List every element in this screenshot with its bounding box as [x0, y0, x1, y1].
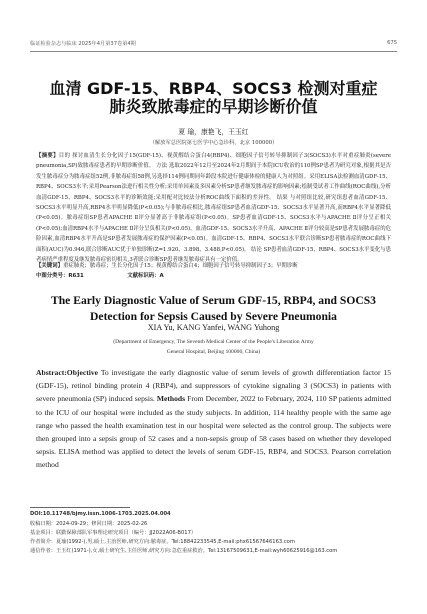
- chinese-title: [30, 80, 397, 116]
- objective-text: To investigate the early diagnostic value of serum levels of growth differentiation factor 15 (GDF-15), retinol binding protein 4 (RBP4), and suppressors of cytokine signaling 3 (SOCS3) in patients with severe pneumonia (SP) induced sepsis.: [36, 368, 392, 404]
- document-code: 文献标识码：A: [127, 273, 164, 279]
- english-abstract-label: Abstract:: [36, 368, 67, 377]
- author-info: 作者简介：夏瑜(1992-),男,硕士,主治医师,研究方向:脓毒症。Tel:18842233545,E-mail:phx61567646163.com: [30, 539, 295, 545]
- objective-label: Objective: [66, 368, 99, 377]
- chinese-abstract: [36, 151, 391, 265]
- chinese-abstract-label: 【摘要】: [36, 153, 59, 159]
- received-date: 收稿日期：2024-09-29；修回日期：2025-02-26: [30, 521, 148, 527]
- methods-text: From December, 2022 to February, 2024, 110 SP patients admitted to the ICU of our hospital were included as the study subjects. In addition, 114 healthy people with the same age range who passed the health examination test in our hospital were selected as the control group. The subjects were then grouped into a sepsis group of 52 cases and a non-sepsis group of 58 cases based on whether they developed sepsis. ELISA method was applied to detect the levels of serum GDF-15, RBP4, and SOCS3. Pearson correlation method: [36, 394, 392, 470]
- english-title-line-2: Detection for Sepsis Caused by Severe Pneumonia: [90, 309, 337, 323]
- chinese-authors: 夏 瑜，康艳飞，王玉红: [178, 128, 249, 136]
- keywords-label: 【关键词】: [36, 263, 63, 269]
- header-divider: [30, 51, 397, 52]
- english-title-line-1: The Early Diagnostic Value of Serum GDF-15, RBP4, and SOCS3: [51, 294, 376, 307]
- english-title: [30, 293, 397, 324]
- page-number: 675: [387, 40, 397, 46]
- fund-info: 基金项目：联勤保障部队军事理论研究项目（编号：JJ2022A06-B017）: [30, 530, 197, 536]
- doi: DOI:10.11748/bjmy.issn.1006-1703.2025.04.004: [30, 511, 171, 517]
- corresponding-author: 通信作者：王玉红(1971-),女,硕士研究生,主任医师,研究方向:急危重症救治。Tel:13167509631,E-mail:wyh60625916@163.com: [30, 548, 338, 554]
- english-affiliation: [40, 338, 387, 357]
- english-authors: XIA Yu, KANG Yanfei, WANG Yuhong: [147, 323, 280, 332]
- keywords-text: 重症肺炎；脓毒症；生长分化因子15；视黄醇结合蛋白4；细胞因子信号转导抑制因子3；早期诊断: [62, 263, 298, 269]
- english-affiliation-line-2: General Hospital, Beijing 100000, China): [166, 348, 261, 355]
- journal-name: 临证检验杂志与临床 2025年4月第37卷第4期: [30, 41, 136, 47]
- classification-line: [36, 272, 391, 281]
- chinese-keywords: [36, 262, 391, 271]
- footnote-divider: [30, 507, 130, 508]
- chinese-title-line-2: 肺炎致脓毒症的早期诊断价值: [109, 97, 318, 116]
- running-head: [30, 40, 397, 47]
- english-abstract: [36, 366, 391, 472]
- english-affiliation-line-1: (Department of Emergency, The Seventh Medical Center of the People's Liberation Army: [113, 339, 314, 345]
- chinese-title-line-1: 血清 GDF-15、RBP4、SOCS3 检测对重症: [49, 79, 378, 98]
- chinese-abstract-text: 目的 探讨血清生长分化因子15(GDF-15)、视黄醇结合蛋白4(RBP4)、细胞因子信号转导抑制因子3(SOCS3)水平对重症肺炎(severe pneumonia,SP)致脓毒症患者的早期诊断价值。 方法 选取2022年12月至2024年2月期间于本院ICU收治的110例SP患者为研究对象,根据其是否发生脓毒症分为脓毒症组52例,非脓毒症组58例,另选择114例同期同年龄段本院进行健康体检的健康人为对照组。采用ELISA法检测血清GDF-15、RBP4、SOCS3水平;采用Pearson法进行相关性分析;采用单因素及多因素分析SP患者继发脓毒症的影响因素;绘制受试者工作曲线(ROC曲线),分析血清GDF-15、RBP4、SOCS3水平的诊断效能;采用配对比较法分析ROC曲线下面积的差异性。 结果 与对照组比较,研究组患者血清GDF-15、SOCS3水平明显升高,RBP4水平明显降低(P<0.05);与非脓毒症相比,脓毒症组SP患者血清GDF-15、SOCS3水平显著升高,而RBP4水平显著降低(P<0.05)。脓毒症组SP患者APACHE Ⅱ评分显著高于非脓毒症组(P<0.05)。SP患者血清GDF-15、SOCS3水平与APACHE Ⅱ评分呈正相关(P<0.05);血清RBP4水平与APACHE Ⅱ评分呈负相关(P<0.05)。血清GDF-15、SOCS3水平升高、APACHE Ⅱ评分较高是SP患者发展脓毒症的危险因素,血清RBP4水平升高是SP患者发展脓毒症的保护因素(P<0.05)。血清GDF-15、RBP4、SOCS3水平联合诊断SP患者脓毒症的ROC曲线下面积(AUC)为0.946,联合诊断AUC优于单独诊断(Z=1.920、3.898、3.488,P<0.05)。 结论 SP患者血清GDF-15、RBP4、SOCS3水平变化与患者病情严重程度及继发脓毒症密切相关,3者联合诊断SP患者继发脓毒症具有一定价值。: [36, 153, 391, 264]
- chinese-affiliation: （解放军总医院第七医学中心急诊科，北京 100000）: [149, 140, 278, 146]
- methods-label: Methods: [156, 394, 186, 404]
- classification-code: 中图分类号：R631: [36, 273, 84, 279]
